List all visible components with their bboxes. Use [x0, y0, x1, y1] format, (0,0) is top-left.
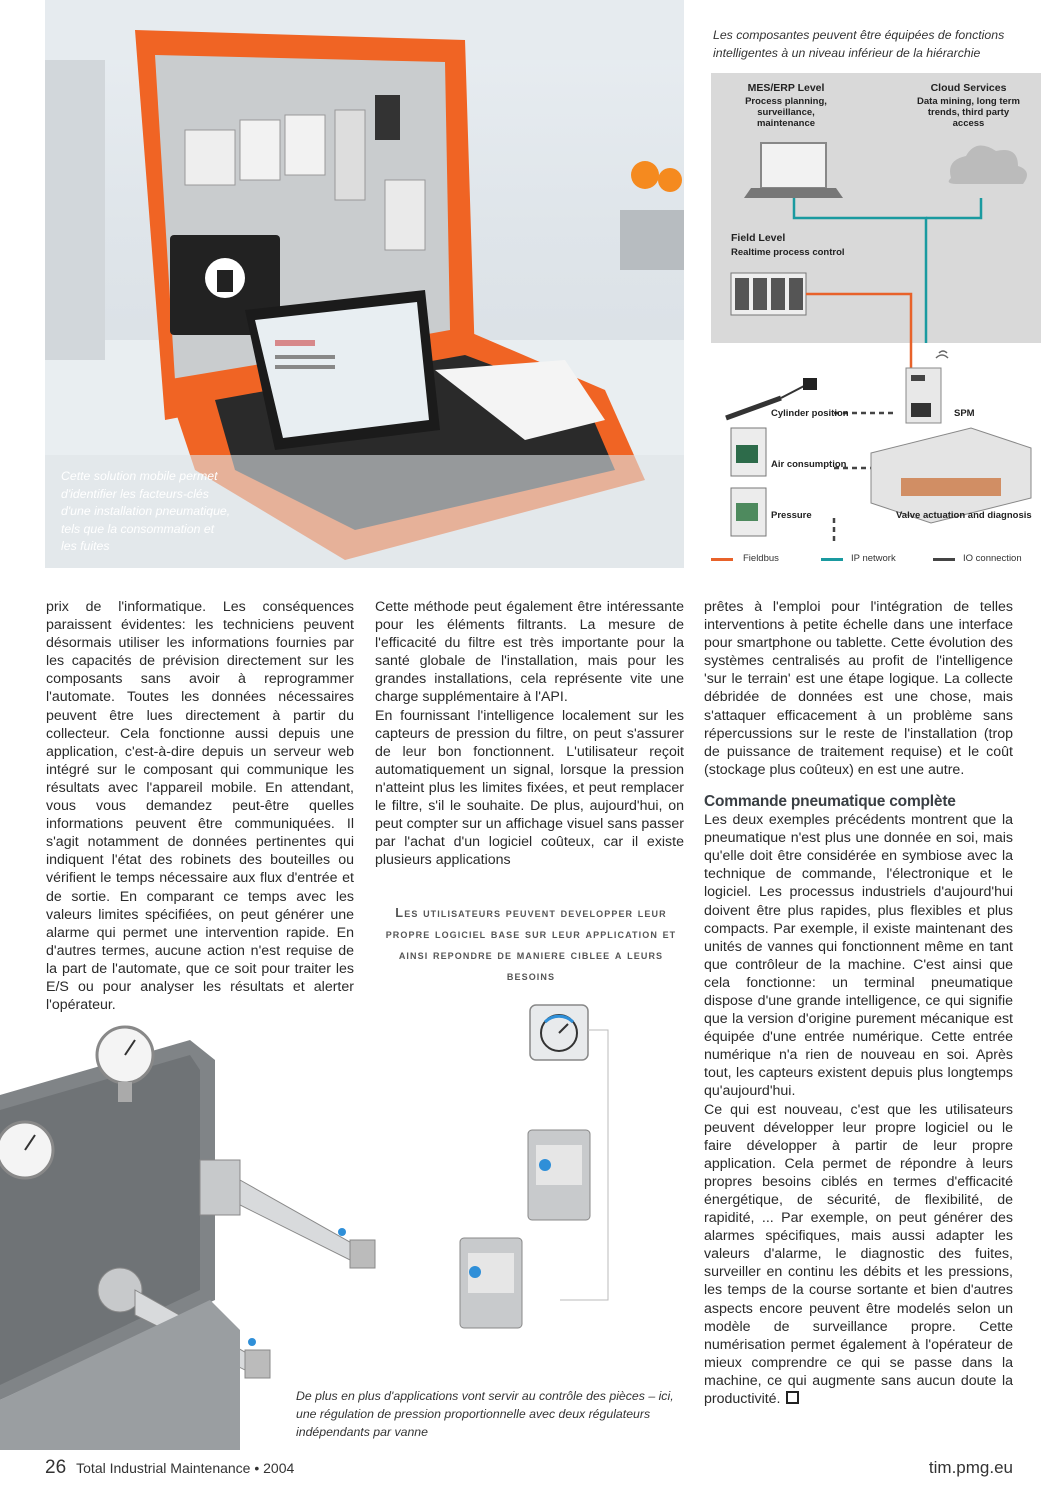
column-2	[375, 598, 684, 869]
architecture-diagram	[711, 73, 1041, 548]
col3-paragraph-3	[704, 1101, 1013, 1409]
field-level-title: Field Level	[731, 232, 786, 244]
section-heading: Commande pneumatique complète	[704, 792, 956, 810]
mes-erp-title: MES/ERP Level	[747, 82, 825, 94]
col1-paragraph-1: prix de l'informatique. Les conséquences paraissent évidentes: les techniciens peuvent désormais utiliser les informations fournies par les capacités de prévision directement sur les composants sans avoir à reprogrammer l'automate. Toutes les données nécessaires peuvent être lues directement à partir du collecteur. Cela fonctionne aussi depuis une application, c'est-à-dire depuis un serveur web intégré sur le composant qui communique les résultats avec l'appareil mobile. En attendant, vous vous demandez peut-être quelles informations peuvent être communiquées. Il s'agit notamment de données pertinentes qui indiquent l'état des robinets des bouteilles ou vérifient le temps nécessaire aux flux d'entrée et de sortie. En comparant ce temps avec les valeurs limites spécifiées, on peut générer une alarme qui permet une intervention rapide. En d'autres termes, aucune action n'est requise de la part de l'automate, que ce soit pour traiter les E/S ou pour analyser les résultats et alerter l'opérateur.	[46, 599, 354, 1014]
diagram-caption: Les composantes peuvent être équipées de fonctions intelligentes à un niveau inférieur de la hiérarchie	[713, 28, 1005, 60]
cylinder-position-label: Cylinder position	[771, 408, 849, 419]
col2-paragraph-2: En fournissant l'intelligence localement sur les capteurs de pression du filtre, on peut s'assurer de leur bon fonctionnent. L'utilisateur reçoit automatiquement un signal, lorsque la pression n'atteint plus les limites fixées, et peut remplacer le filtre, s'il le souhaite. De plus, aujourd'hui, on peut compter sur un affichage visuel sans passer par l'achat d'un logiciel coûteux, car il existe plusieurs applications	[375, 707, 684, 869]
pressure-regulation-illustration	[0, 1000, 690, 1450]
diagram-graphics	[711, 73, 1041, 548]
cloud-title: Cloud Services	[930, 82, 1007, 94]
photo-caption: Cette solution mobile permet d'identifier les facteurs-clés d'une installation pneumatique, tels que la consommation et les fuites	[61, 469, 231, 553]
cloud-subtitle: Data mining, long term trends, third party access	[917, 96, 1020, 129]
column-3	[704, 598, 1013, 1408]
end-mark-icon	[786, 1391, 799, 1404]
col3-paragraph-2: Les deux exemples précédents montrent que la pneumatique n'est plus une donnée en soi, mais qu'elle doit être considérée en symbiose avec la technique de commande, l'électronique et le logiciel. Les processus industriels d'aujourd'hui doivent être plus rapides, plus flexibles et plus compacts. Par exemple, il existe maintenant des unités de vannes qui fonctionnent même en tant que contrôleur de la machine. C'est ainsi que cela fonctionne: un terminal pneumatique dispose d'une grande intelligence, ce qui signifie que la version d'origine purement mécanique est équipée d'une entrée numérique. Cette entrée numérique n'a rien de nouveau en soi. Après tout, les capteurs existent depuis plus longtemps qu'aujourd'hui.	[704, 812, 1013, 1100]
pull-quote: Les utilisateurs peuvent developper leur propre logiciel base sur leur application et ainsi repondre de maniere ciblee a leurs besoins	[385, 905, 677, 983]
publication-name: Total Industrial Maintenance • 2004	[76, 1460, 295, 1476]
field-level-subtitle: Realtime process control	[731, 247, 845, 258]
col3-paragraph-3-text: Ce qui est nouveau, c'est que les utilisateurs peuvent développer leur propre logiciel ou le faire développer à partir de leur propre application. Cela permet de répondre à leurs propres besoins ciblés en termes d'efficacité énergétique, de sécurité, de flexibilité, de rapidité, ... Par exemple, on peut générer des alarmes spécifiques, mais aussi adapter les valeurs d'alarme, le diagnostic des fuites, surveiller en continu les débits et les pressions, les temps de la course sortante et bien d'autres aspects encore peuvent être modelés selon un modèle de surveillance propre. Cette numérisation permet également à l'opérateur de mieux comprendre ce qui se passe dans la machine, ce qui augmente sans aucun doute la productivité.	[704, 1101, 1013, 1408]
col3-paragraph-1: prêtes à l'emploi pour l'intégration de telles interventions à petite échelle dans une interface pour smartphone ou tablette. Cette évolution des systèmes centralisés au profit de l'intelligence 'sur le terrain' est une étape logique. La collecte débridée de données est une chose, mais s'attaquer efficacement à un problème sans répercussions sur le reste de l'installation (trop de puissance de traitement requise) et le coût (stockage plus coûteux) en est une autre.	[704, 599, 1013, 778]
illustration-caption: De plus en plus d'applications vont servir au contrôle des pièces – ici, une régulation de pression proportionnelle avec deux régulateurs indépendants par vanne	[296, 1389, 674, 1439]
diagram-legend	[711, 552, 1041, 568]
footer-left	[45, 1457, 294, 1479]
spm-label: SPM	[954, 408, 975, 419]
valve-label: Valve actuation and diagnosis	[896, 510, 1032, 521]
case-photo	[45, 0, 684, 568]
legend-io-swatch	[933, 558, 955, 561]
page-number: 26	[45, 1457, 67, 1478]
legend-ip-swatch	[821, 558, 843, 561]
legend-io-connection: IO connection	[963, 553, 1022, 564]
footer-url[interactable]: tim.pmg.eu	[928, 1458, 1013, 1477]
column-1	[46, 598, 354, 1014]
col2-paragraph-1: Cette méthode peut également être intéressante pour les éléments filtrants. La mesure de l'efficacité du filtre est très importante pour la santé globale de l'installation, mais pour les grandes installations, cela représente vite une charge supplémentaire à l'API.	[375, 599, 684, 706]
legend-fieldbus: Fieldbus	[743, 553, 779, 564]
air-consumption-label: Air consumption	[771, 459, 847, 470]
legend-fieldbus-swatch	[711, 558, 733, 561]
pressure-label: Pressure	[771, 510, 812, 521]
legend-ip-network: IP network	[851, 553, 896, 564]
mes-erp-subtitle: Process planning, surveillance, maintenance	[745, 96, 827, 129]
pressure-regulation-drawing	[0, 1000, 690, 1450]
ip-network-line	[794, 198, 926, 343]
